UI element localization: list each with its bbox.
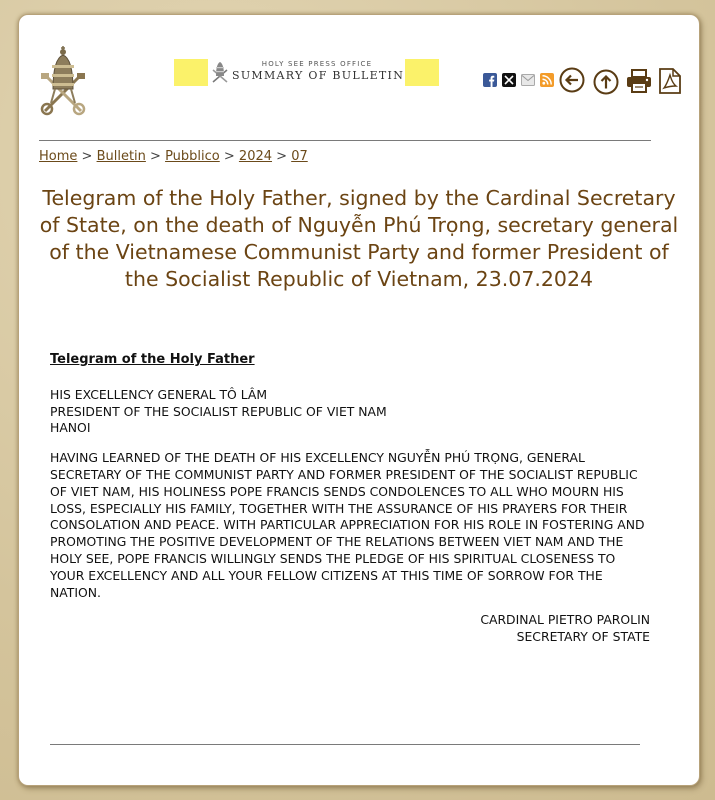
summary-of-bulletin-banner[interactable]: [174, 59, 439, 86]
print-icon[interactable]: [626, 69, 652, 93]
signature-block: [50, 612, 650, 646]
top-icon[interactable]: [593, 69, 619, 95]
breadcrumb-month[interactable]: 07: [291, 149, 308, 164]
recipient-address: [50, 387, 650, 437]
rss-icon[interactable]: [540, 73, 554, 87]
breadcrumb: [39, 149, 308, 164]
pdf-icon[interactable]: [659, 68, 681, 94]
breadcrumb-year[interactable]: 2024: [238, 149, 273, 164]
breadcrumb-home[interactable]: Home: [39, 149, 78, 164]
email-icon[interactable]: [521, 74, 535, 86]
breadcrumb-separator: >: [150, 149, 166, 164]
telegram-heading: Telegram of the Holy Father: [50, 352, 255, 367]
breadcrumb-separator: >: [223, 149, 239, 164]
page-title: Telegram of the Holy Father, signed by the Cardinal Secretary of State, on the death of Nguyễn Phú Trọng, secretary general of the Vietnamese Communist Party and former President of the Socialist Republic of Vietnam, 23.07.2024: [39, 186, 679, 291]
footer-divider: [50, 744, 640, 745]
facebook-icon[interactable]: [483, 73, 497, 87]
banner-yellow-right: [405, 59, 439, 86]
address-line: PRESIDENT OF THE SOCIALIST REPUBLIC OF VIET NAM: [50, 403, 387, 419]
breadcrumb-separator: >: [276, 149, 292, 164]
page-card: [18, 14, 700, 786]
press-office-label: HOLY SEE PRESS OFFICE: [261, 60, 373, 68]
x-icon[interactable]: [502, 73, 516, 87]
breadcrumb-pubblico[interactable]: Pubblico: [165, 149, 220, 164]
signature-title: SECRETARY OF STATE: [516, 629, 650, 645]
address-line: HANOI: [50, 420, 91, 436]
back-icon[interactable]: [559, 67, 585, 93]
address-line: HIS EXCELLENCY GENERAL TÔ LÂM: [50, 386, 268, 402]
header-divider: [39, 140, 651, 141]
summary-of-bulletin-label: SUMMARY OF BULLETIN: [232, 69, 405, 82]
signature-name: CARDINAL PIETRO PAROLIN: [480, 612, 650, 628]
telegram-content: [50, 352, 650, 646]
holy-see-emblem-icon: [39, 45, 87, 119]
breadcrumb-bulletin[interactable]: Bulletin: [96, 149, 146, 164]
breadcrumb-separator: >: [81, 149, 97, 164]
telegram-body: HAVING LEARNED OF THE DEATH OF HIS EXCELLENCY NGUYỄN PHÚ TRỌNG, GENERAL SECRETARY OF THE COMMUNIST PARTY AND FORMER PRESIDENT OF THE SOCIALIST REPUBLIC OF VIET NAM, HIS HOLINESS POPE FRANCIS SENDS CONDOLENCES TO ALL WHO MOURN HIS LOSS, ESPECIALLY HIS FAMILY, TOGETHER WITH THE ASSURANCE OF HIS PRAYERS FOR THEIR CONSOLATION AND PEACE. WITH PARTICULAR APPRECIATION FOR HIS ROLE IN FOSTERING AND PROMOTING THE POSITIVE DEVELOPMENT OF THE RELATIONS BETWEEN VIET NAM AND THE HOLY SEE, POPE FRANCIS WILLINGLY SENDS THE PLEDGE OF HIS SPIRITUAL CLOSENESS TO YOUR EXCELLENCY AND ALL YOUR FELLOW CITIZENS AT THIS TIME OF SORROW FOR THE NATION.: [50, 450, 645, 600]
banner-yellow-left: [174, 59, 208, 86]
banner-seal-icon: [210, 60, 230, 85]
